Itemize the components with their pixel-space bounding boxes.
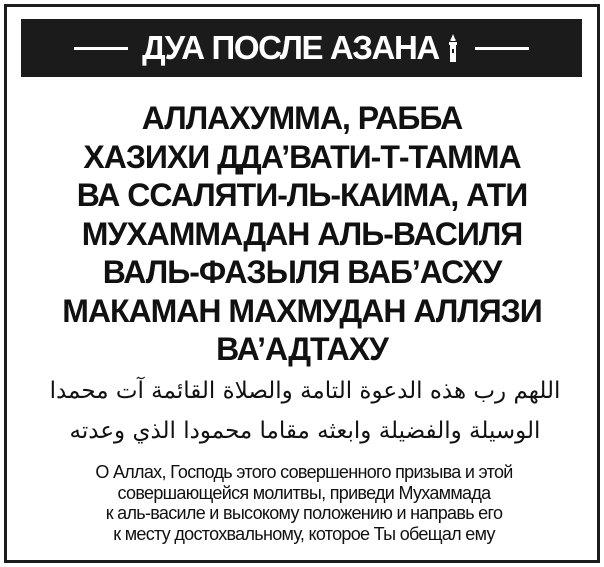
transliteration-line: ВАЛЬ-ФАЗЫЛЯ ВАБ’АСХУ (102, 254, 502, 290)
arabic-line: اللهم رب هذه الدعوة التامة والصلاة القائمة آت محمدا (49, 378, 561, 404)
right-divider (475, 47, 529, 50)
translation-line: к месту достохвальному, которое Ты обещал ему (113, 523, 495, 544)
transliteration-block (17, 99, 587, 369)
transliteration-line: ВА’АДТАХУ (216, 331, 388, 367)
translation-line: О Аллах, Господь этого совершенного призыва и этой (95, 462, 513, 482)
transliteration-line: МАКАМАН МАХМУДАН АЛЛЯЗИ (62, 292, 542, 329)
minaret-icon (445, 34, 461, 62)
transliteration-line: МУХАММАДАН АЛЬ-ВАСИЛЯ (81, 215, 523, 252)
page-title: ДУА ПОСЛЕ АЗАНА (142, 29, 439, 66)
dua-card (4, 4, 600, 563)
translation-line: совершающейся молитвы, приведи Мухаммада (117, 482, 491, 503)
transliteration-line: ВА ССАЛЯТИ-ЛЬ-КАИМА, АТИ (76, 177, 528, 213)
arabic-line: الوسيلة والفضيلة وابعثه مقاما محمودا الذي وعدته (69, 418, 541, 444)
translation-line: к аль-василе и высокому положению и направь его (105, 503, 503, 523)
transliteration-line: ХАЗИХИ ДДА’ВАТИ-Т-ТАММА (83, 138, 521, 175)
arabic-text-block (27, 371, 583, 451)
transliteration-line: АЛЛАХУММА, РАББА (141, 100, 463, 136)
translation-block (21, 462, 587, 544)
left-divider (74, 47, 128, 50)
title-banner (21, 19, 582, 77)
